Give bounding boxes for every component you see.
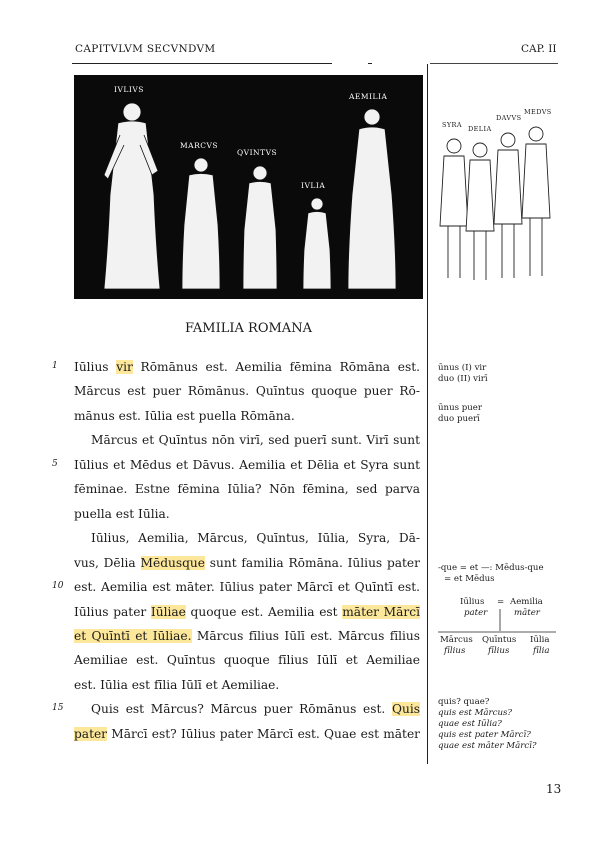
text-line <box>74 408 420 424</box>
tree-filius-2: fīlius <box>488 646 510 656</box>
margin-note-que <box>438 563 544 585</box>
tree-aemilia: Aemilia <box>510 597 543 607</box>
note-line: quis est Mārcus? <box>438 708 513 718</box>
margin-note-vir <box>438 363 488 385</box>
servants-illustration <box>436 106 556 288</box>
text-span: mānus est. Iūlia est puella Rōmāna. <box>74 408 295 423</box>
tree-marcus: Mārcus <box>440 635 473 645</box>
text-span: Mārcus est puer Rōmānus. Quīntus quoque puer Rō- <box>74 384 420 399</box>
text-span: vus, Dēlia <box>74 555 141 570</box>
line-number: 1 <box>52 361 58 371</box>
tree-filia: fīlia <box>533 646 550 656</box>
tree-julius: Iūlius <box>460 597 485 607</box>
text-span: Iūlius et Mēdus et Dāvus. Aemilia et Dēlia et Syra sunt <box>74 457 420 472</box>
label-davus: DAVVS <box>496 114 522 122</box>
note-line: quis? quae? <box>438 697 490 707</box>
margin-divider <box>427 64 428 764</box>
text-span: est. Aemilia est māter. Iūlius pater Mārcī et Quīntī est. <box>74 580 420 595</box>
text-line <box>91 432 420 448</box>
running-header: CAPITVLVM SECVNDVM <box>75 43 216 55</box>
margin-header-rule <box>430 63 558 64</box>
margin-note-quis <box>438 697 537 752</box>
text-line <box>74 457 420 473</box>
label-marcus: MARCVS <box>180 141 219 150</box>
label-julius: IVLIVS <box>114 85 144 94</box>
text-span: Mārcus et Quīntus nōn virī, sed puerī sunt. Virī sunt <box>91 433 420 448</box>
label-delia: DELIA <box>468 125 492 133</box>
header-rule <box>72 63 332 64</box>
text-line <box>74 481 420 497</box>
page-number: 13 <box>546 782 562 796</box>
tree-equals: = <box>497 597 505 607</box>
label-julia: IVLIA <box>301 181 326 190</box>
label-quintus: QVINTVS <box>237 148 278 157</box>
note-line: ūnus puer <box>438 403 482 413</box>
text-line <box>74 555 420 571</box>
page-title: FAMILIA ROMANA <box>185 321 312 336</box>
highlighted-word: Iūliae <box>150 604 186 619</box>
text-span: Mārcus fīlius Iūlī est. Mārcus fīlius <box>191 628 421 643</box>
highlighted-word: pater <box>74 726 108 741</box>
note-line: ūnus (I) vir <box>438 363 487 373</box>
text-span: puella est Iūlia. <box>74 506 170 521</box>
note-line: duo puerī <box>438 414 480 424</box>
text-line <box>74 579 420 595</box>
text-span: Iūlius, Aemilia, Mārcus, Quīntus, Iūlia, Syra, Dā- <box>91 531 420 546</box>
text-line <box>74 677 420 693</box>
note-line: duo (II) virī <box>438 374 488 384</box>
text-span: Rōmānus est. Aemilia fēmina Rōmāna est. <box>132 360 420 374</box>
text-line <box>91 701 420 717</box>
text-line <box>74 628 420 644</box>
text-line <box>74 506 420 522</box>
note-line: -que = et —: Mēdus-que <box>438 563 544 573</box>
servants-drawing <box>436 106 556 288</box>
text-span: Iūlius pater <box>74 604 151 619</box>
text-line <box>74 383 420 399</box>
text-line <box>74 359 420 375</box>
line-number: 10 <box>52 581 64 592</box>
text-span: Mārcī est? Iūlius pater Mārcī est. Quae est māter <box>107 726 420 741</box>
note-line: quae est māter Mārcī? <box>438 741 537 751</box>
text-line <box>74 726 420 742</box>
tree-filius-1: fīlius <box>444 646 466 656</box>
label-syra: SYRA <box>442 121 462 129</box>
text-span: fēminae. Estne fēmina Iūlia? Nōn fēmina, sed parva <box>74 482 420 497</box>
chapter-label: CAP. II <box>521 43 557 55</box>
note-line: quis est pater Mārcī? <box>438 730 531 740</box>
text-line <box>74 652 420 668</box>
note-line: quae est Iūlia? <box>438 719 502 729</box>
highlighted-word: Quis <box>392 702 420 717</box>
highlighted-word: vir <box>116 360 133 374</box>
text-span: est. Iūlia est fīlia Iūlī et Aemiliae. <box>74 677 280 692</box>
highlighted-word: et Quīntī et Iūliae. <box>74 628 192 643</box>
tree-mater: māter <box>514 608 540 618</box>
note-line: = et Mēdus <box>444 574 495 584</box>
text-span: Aemiliae est. Quīntus quoque fīlius Iūlī et Aemiliae <box>74 653 420 668</box>
header-rule-fragment <box>368 63 372 64</box>
text-span: sunt familia Rōmāna. Iūlius pater <box>204 555 420 570</box>
family-illustration <box>74 75 423 299</box>
text-span: quoque est. Aemilia est <box>185 604 343 619</box>
text-line <box>74 604 420 620</box>
line-number: 15 <box>52 703 64 714</box>
margin-note-puer <box>438 403 482 425</box>
tree-quintus: Quīntus <box>482 635 517 645</box>
highlighted-word: māter Mārcī <box>342 604 420 619</box>
line-number: 5 <box>52 458 58 469</box>
label-aemilia: AEMILIA <box>349 92 388 101</box>
family-figures-drawing <box>74 75 423 299</box>
label-medus: MEDVS <box>524 108 552 116</box>
family-tree-note <box>438 597 558 661</box>
tree-julia: Iūlia <box>530 635 550 645</box>
text-line <box>91 530 420 546</box>
tree-pater: pater <box>464 608 488 618</box>
text-span: Iūlius <box>74 360 117 374</box>
highlighted-word: Mēdusque <box>140 555 205 570</box>
text-span: Quis est Mārcus? Mārcus puer Rōmānus est. <box>91 702 392 717</box>
